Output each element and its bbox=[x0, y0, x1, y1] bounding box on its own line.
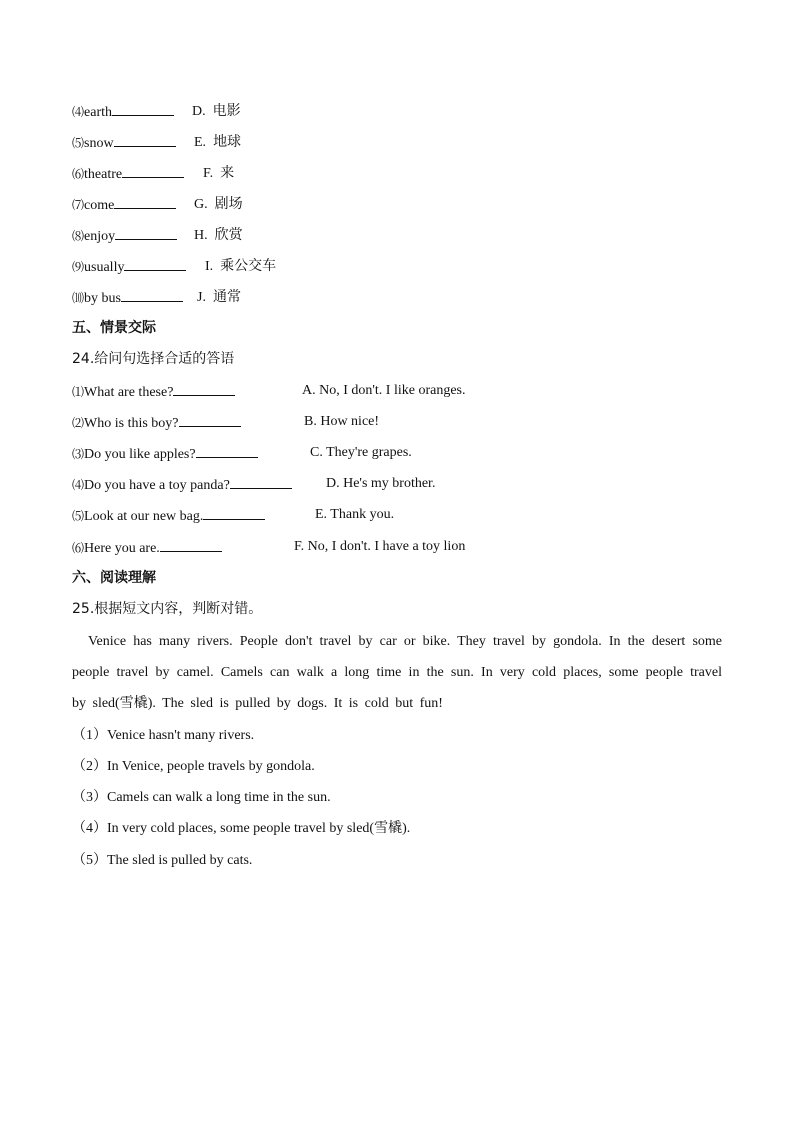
item-number: ⑽ bbox=[72, 291, 85, 305]
option: D. 电影 bbox=[192, 103, 241, 119]
item-number: ⑴ bbox=[72, 385, 85, 399]
reading-passage bbox=[72, 626, 722, 719]
item-number: ⑼ bbox=[72, 260, 85, 274]
answer-blank[interactable] bbox=[124, 256, 186, 271]
matching-row bbox=[72, 287, 241, 309]
matching-row bbox=[72, 101, 241, 123]
item-number: ⑻ bbox=[72, 229, 85, 243]
statement-row bbox=[72, 755, 315, 775]
item-number: ⑷ bbox=[72, 478, 85, 492]
answer-option: C. They're grapes. bbox=[310, 445, 412, 460]
answer-blank[interactable] bbox=[112, 101, 174, 116]
statement-number: （1） bbox=[72, 728, 107, 743]
dialogue-row bbox=[72, 412, 380, 434]
item-word: by bus bbox=[84, 291, 121, 306]
answer-blank[interactable] bbox=[179, 412, 241, 427]
statement-row bbox=[72, 817, 410, 837]
question-text: Look at our new bag. bbox=[84, 509, 204, 524]
answer-blank[interactable] bbox=[114, 194, 176, 209]
answer-blank[interactable] bbox=[230, 474, 292, 489]
item-number: ⑹ bbox=[72, 167, 85, 181]
option: H. 欣赏 bbox=[194, 227, 243, 243]
item-word: earth bbox=[84, 105, 112, 120]
statement-text: The sled is pulled by cats. bbox=[107, 853, 253, 868]
item-word: usually bbox=[84, 260, 125, 275]
item-word: come bbox=[84, 198, 115, 213]
item-word: enjoy bbox=[84, 229, 116, 244]
dialogue-row bbox=[72, 381, 466, 403]
statement-number: （2） bbox=[72, 759, 107, 774]
answer-option: B. How nice! bbox=[304, 414, 380, 429]
question-text: Here you are. bbox=[84, 541, 160, 556]
question-text: Who is this boy? bbox=[84, 416, 179, 431]
passage-text: Venice has many rivers. People don't travel by car or bike. They travel by gondola. In the desert some people travel by camel. Camels can walk a long time in the sun. In very cold places, some people travel by sled(雪橇). The sled is pulled by dogs. It is cold but fun! bbox=[72, 634, 722, 711]
statement-text: Venice hasn't many rivers. bbox=[107, 728, 255, 743]
section-heading: 六、阅读理解 bbox=[72, 570, 156, 586]
answer-blank[interactable] bbox=[203, 505, 265, 520]
matching-row bbox=[72, 163, 235, 185]
item-number: ⑷ bbox=[72, 105, 85, 119]
statement-number: （4） bbox=[72, 821, 107, 836]
dialogue-row bbox=[72, 537, 466, 559]
question-text: Do you like apples? bbox=[84, 447, 196, 462]
answer-blank[interactable] bbox=[115, 225, 177, 240]
statement-number: （3） bbox=[72, 790, 107, 805]
item-number: ⑸ bbox=[72, 509, 85, 523]
answer-blank[interactable] bbox=[160, 537, 222, 552]
question-title: 25.根据短文内容，判断对错。 bbox=[72, 601, 263, 617]
option: F. 来 bbox=[203, 165, 235, 181]
item-word: snow bbox=[84, 136, 114, 151]
option: J. 通常 bbox=[197, 289, 241, 305]
matching-row bbox=[72, 132, 242, 154]
dialogue-row bbox=[72, 474, 436, 496]
statement-row bbox=[72, 786, 331, 806]
answer-blank[interactable] bbox=[122, 163, 184, 178]
statement-row bbox=[72, 724, 254, 744]
dialogue-row bbox=[72, 443, 412, 465]
statement-row bbox=[72, 849, 252, 869]
item-word: theatre bbox=[84, 167, 123, 182]
dialogue-row bbox=[72, 505, 395, 527]
statement-text: Camels can walk a long time in the sun. bbox=[107, 790, 331, 805]
section-heading: 五、情景交际 bbox=[72, 320, 156, 336]
matching-row bbox=[72, 225, 243, 247]
question-text: Do you have a toy panda? bbox=[84, 478, 230, 493]
option: I. 乘公交车 bbox=[205, 258, 277, 274]
item-number: ⑸ bbox=[72, 136, 85, 150]
item-number: ⑹ bbox=[72, 541, 85, 555]
answer-blank[interactable] bbox=[121, 287, 183, 302]
option: G. 剧场 bbox=[194, 196, 243, 212]
answer-blank[interactable] bbox=[196, 443, 258, 458]
answer-option: A. No, I don't. I like oranges. bbox=[302, 383, 466, 398]
answer-blank[interactable] bbox=[173, 381, 235, 396]
answer-option: D. He's my brother. bbox=[326, 476, 436, 491]
matching-row bbox=[72, 256, 277, 278]
item-number: ⑺ bbox=[72, 198, 85, 212]
question-text: What are these? bbox=[84, 385, 174, 400]
answer-option: E. Thank you. bbox=[315, 507, 395, 522]
option: E. 地球 bbox=[194, 134, 242, 150]
item-number: ⑵ bbox=[72, 416, 85, 430]
item-number: ⑶ bbox=[72, 447, 85, 461]
statement-text: In very cold places, some people travel by sled(雪橇). bbox=[107, 821, 411, 836]
answer-option: F. No, I don't. I have a toy lion bbox=[294, 539, 466, 554]
answer-blank[interactable] bbox=[114, 132, 176, 147]
statement-text: In Venice, people travels by gondola. bbox=[107, 759, 315, 774]
statement-number: （5） bbox=[72, 853, 107, 868]
question-title: 24.给问句选择合适的答语 bbox=[72, 351, 235, 367]
matching-row bbox=[72, 194, 243, 216]
